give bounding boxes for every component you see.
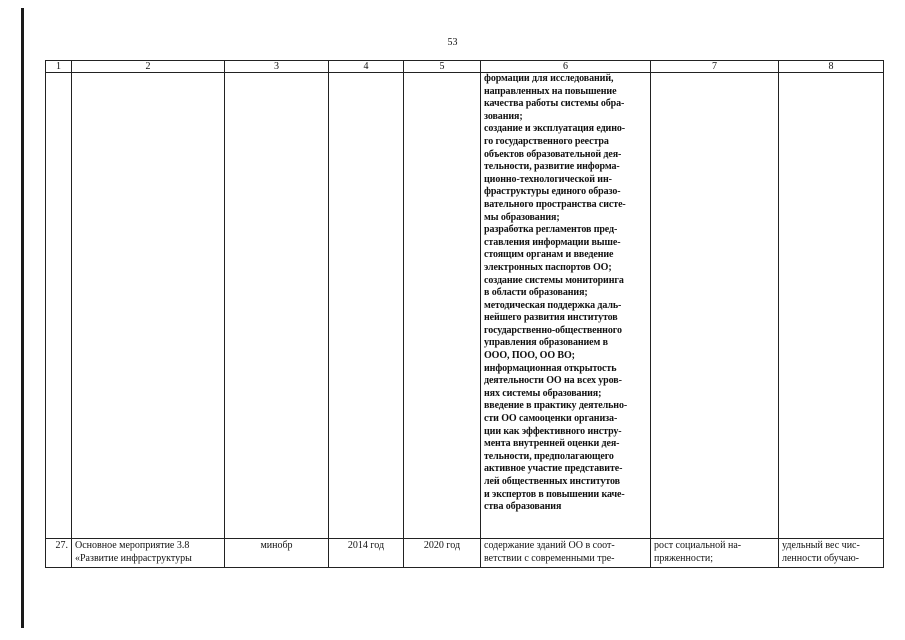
table-row-27 bbox=[46, 539, 884, 568]
activity-description-text: формации для исследований, направленных на повышение качества работы системы обра- зования; создание и эксплуатация едино- го государственного реестра объектов образовательной дея- тельности, развитие информа- ционно-технологической ин- фраструктуры единого образо- вательного пространства систе- мы образования; разработка регламентов пред- ставления информации выше- стоящим органам и введение электронных паспортов ОО; создание системы мониторинга в области образования; методическая поддержка даль- нейшего развития институтов государственно-общественного управления образованием в ООО, ПОО, ОО ВО; информационная открытость деятельности ОО на всех уров- нях системы образования; введение в практику деятельно- сти ОО самооценки организа- ции как эффективного инстру- мента внутренней оценки дея- тельности, предполагающего активное участие представите- лей общественных институтов и экспертов в повышении каче- ства образования bbox=[484, 73, 628, 513]
page-number: 53 bbox=[447, 37, 458, 48]
program-activities-table bbox=[45, 60, 884, 568]
header-col-5: 5 bbox=[404, 61, 481, 73]
table-row-continuation bbox=[46, 73, 884, 539]
binding-margin-line bbox=[21, 8, 24, 628]
consequences: рост социальной на- пряженности; bbox=[651, 539, 779, 568]
header-col-4: 4 bbox=[329, 61, 404, 73]
cell-empty bbox=[651, 73, 779, 539]
activity-content: содержание зданий ОО в соот- ветствии с современными тре- bbox=[481, 539, 651, 568]
cell-empty bbox=[779, 73, 884, 539]
header-col-8: 8 bbox=[779, 61, 884, 73]
cell-empty bbox=[72, 73, 225, 539]
indicator: удельный вес чис- ленности обучаю- bbox=[779, 539, 884, 568]
activity-name: Основное мероприятие 3.8 «Развитие инфраструктуры bbox=[72, 539, 225, 568]
cell-activity-description bbox=[481, 73, 651, 539]
row-number: 27. bbox=[46, 539, 72, 568]
cell-empty bbox=[404, 73, 481, 539]
cell-empty bbox=[329, 73, 404, 539]
header-col-1: 1 bbox=[46, 61, 72, 73]
start-year: 2014 год bbox=[329, 539, 404, 568]
header-col-6: 6 bbox=[481, 61, 651, 73]
responsible-executor: минобр bbox=[225, 539, 329, 568]
header-col-3: 3 bbox=[225, 61, 329, 73]
header-col-7: 7 bbox=[651, 61, 779, 73]
table-header-row bbox=[46, 61, 884, 73]
header-col-2: 2 bbox=[72, 61, 225, 73]
end-year: 2020 год bbox=[404, 539, 481, 568]
cell-empty bbox=[46, 73, 72, 539]
cell-empty bbox=[225, 73, 329, 539]
